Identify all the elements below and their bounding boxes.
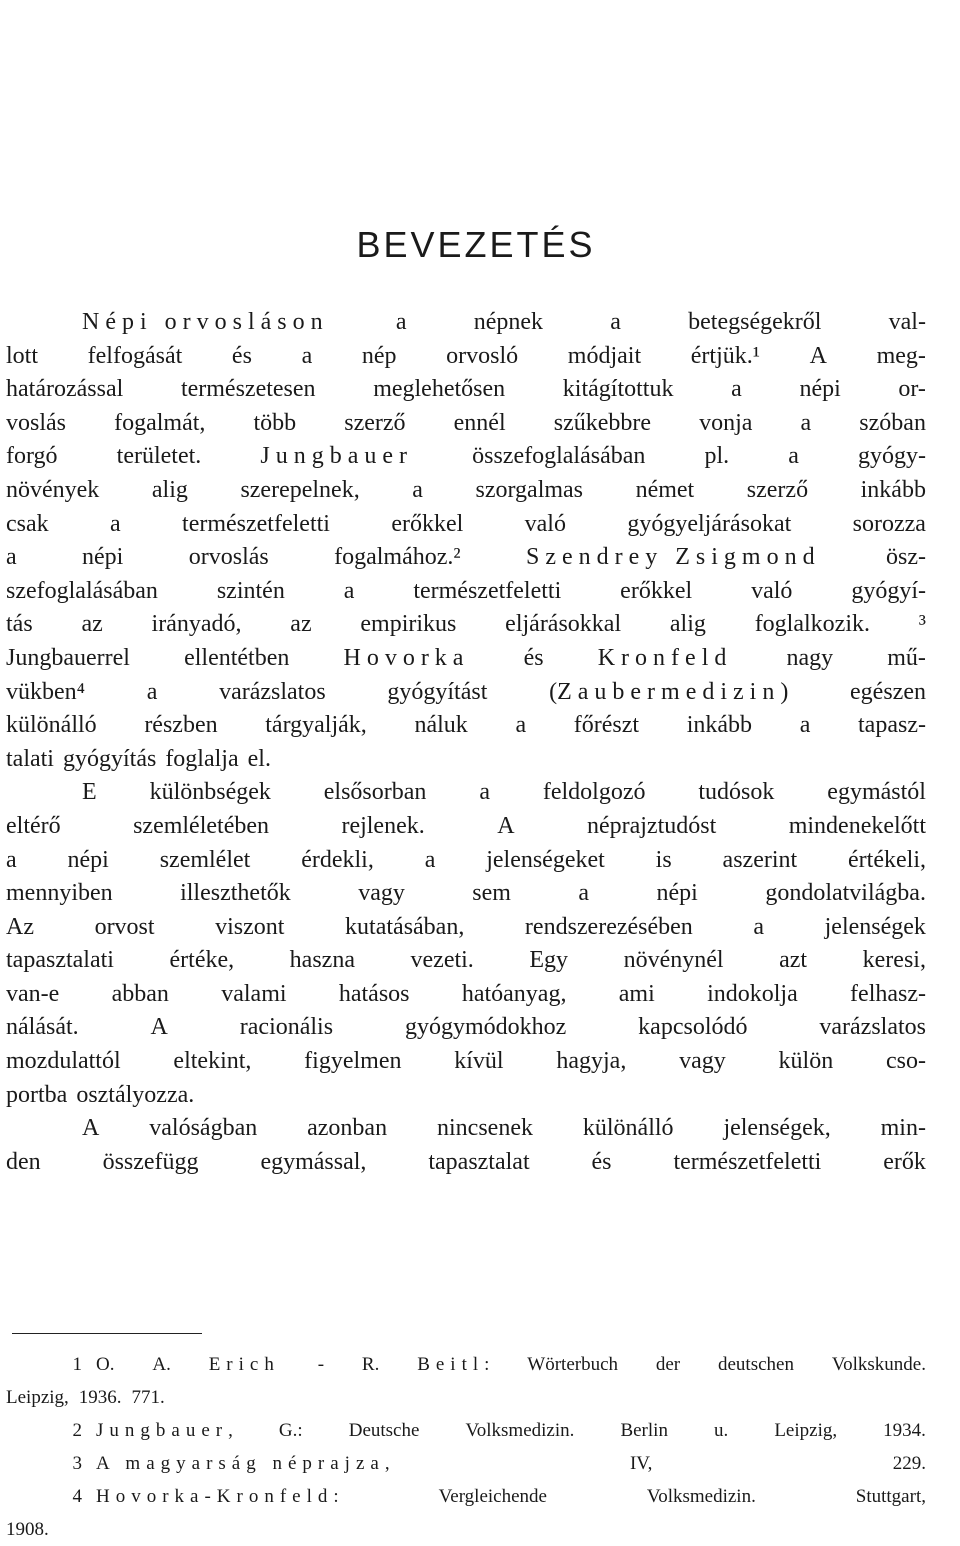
text-line: a népi orvoslás fogalmához.² Szendrey Zsigmond ösz- bbox=[6, 544, 926, 571]
footnote-number: 3 bbox=[72, 1453, 82, 1474]
footnote: 1908. bbox=[6, 1519, 49, 1540]
text-line: forgó területet. Jungbauer összefoglalásában pl. a gyógy- bbox=[6, 443, 926, 470]
text-line: Az orvost viszont kutatásában, rendszerezésében a jelenségek bbox=[6, 913, 926, 940]
text-line: A valóságban azonban nincsenek különálló jelenségek, min- bbox=[82, 1115, 926, 1142]
text-line: a népi szemlélet érdekli, a jelenségeket is aszerint értékeli, bbox=[6, 846, 926, 873]
text-line: van-e abban valami hatásos hatóanyag, ami indokolja felhasz- bbox=[6, 980, 926, 1007]
footnote: Leipzig, 1936. 771. bbox=[6, 1387, 165, 1408]
text-line: tás az irányadó, az empirikus eljárásokkal alig foglalkozik. ³ bbox=[6, 611, 926, 638]
text-line: talati gyógyítás foglalja el. bbox=[6, 745, 271, 772]
footnote: 2 Jungbauer, G.: Deutsche Volksmedizin. Berlin u. Leipzig, 1934. bbox=[6, 1414, 926, 1447]
text-line: eltérő szemléletében rejlenek. A néprajztudóst mindenekelőtt bbox=[6, 812, 926, 839]
text-line: csak a természetfeletti erőkkel való gyógyeljárásokat sorozza bbox=[6, 510, 926, 537]
text-line: különálló részben tárgyalják, náluk a főrészt inkább a tapasz- bbox=[6, 712, 926, 739]
footnote: 4 Hovorka-Kronfeld: Vergleichende Volksmedizin. Stuttgart, bbox=[6, 1480, 926, 1513]
text-line: nálását. A racionális gyógymódokhoz kapcsolódó varázslatos bbox=[6, 1014, 926, 1041]
text-line: mozdulattól eltekint, figyelmen kívül hagyja, vagy külön cso- bbox=[6, 1048, 926, 1075]
text-line: mennyiben illeszthetők vagy sem a népi gondolatvilágba. bbox=[6, 880, 926, 907]
footnote: 1 O. A. Erich - R. Beitl: Wörterbuch der deutschen Volkskunde. bbox=[6, 1348, 926, 1381]
text-line: szefoglalásában szintén a természetfeletti erőkkel való gyógyí- bbox=[6, 577, 926, 604]
footnote-number: 4 bbox=[72, 1486, 82, 1507]
text-line: vükben⁴ a varázslatos gyógyítást (Zaubermedizin) egészen bbox=[6, 678, 926, 705]
page-title: BEVEZETÉS bbox=[356, 224, 596, 265]
document-page bbox=[6, 0, 926, 1544]
footnote-divider bbox=[12, 1333, 202, 1334]
footnote: 3 A magyarság néprajza, IV, 229. bbox=[6, 1447, 926, 1480]
text-line: tapasztalati értéke, haszna vezeti. Egy növénynél azt keresi, bbox=[6, 947, 926, 974]
text-line: határozással természetesen meglehetősen kitágítottuk a népi or- bbox=[6, 376, 926, 403]
text-line: lott felfogását és a nép orvosló módjait értjük.¹ A meg- bbox=[6, 342, 926, 369]
text-line: E különbségek elsősorban a feldolgozó tudósok egymástól bbox=[82, 779, 926, 806]
text-line: den összefügg egymással, tapasztalat és természetfeletti erők bbox=[6, 1148, 926, 1175]
footnote-number: 1 bbox=[72, 1354, 82, 1375]
text-line: voslás fogalmát, több szerző ennél szűkebbre vonja a szóban bbox=[6, 409, 926, 436]
main-text bbox=[6, 306, 926, 1179]
footnote-number: 2 bbox=[72, 1420, 82, 1441]
text-line: Népi orvosláson a népnek a betegségekről val- bbox=[82, 309, 926, 335]
text-line: Jungbauerrel ellentétben Hovorka és Kronfeld nagy mű- bbox=[6, 644, 926, 671]
text-line: portba osztályozza. bbox=[6, 1081, 195, 1108]
footnotes bbox=[6, 1348, 926, 1546]
text-line: növények alig szerepelnek, a szorgalmas német szerző inkább bbox=[6, 476, 926, 503]
